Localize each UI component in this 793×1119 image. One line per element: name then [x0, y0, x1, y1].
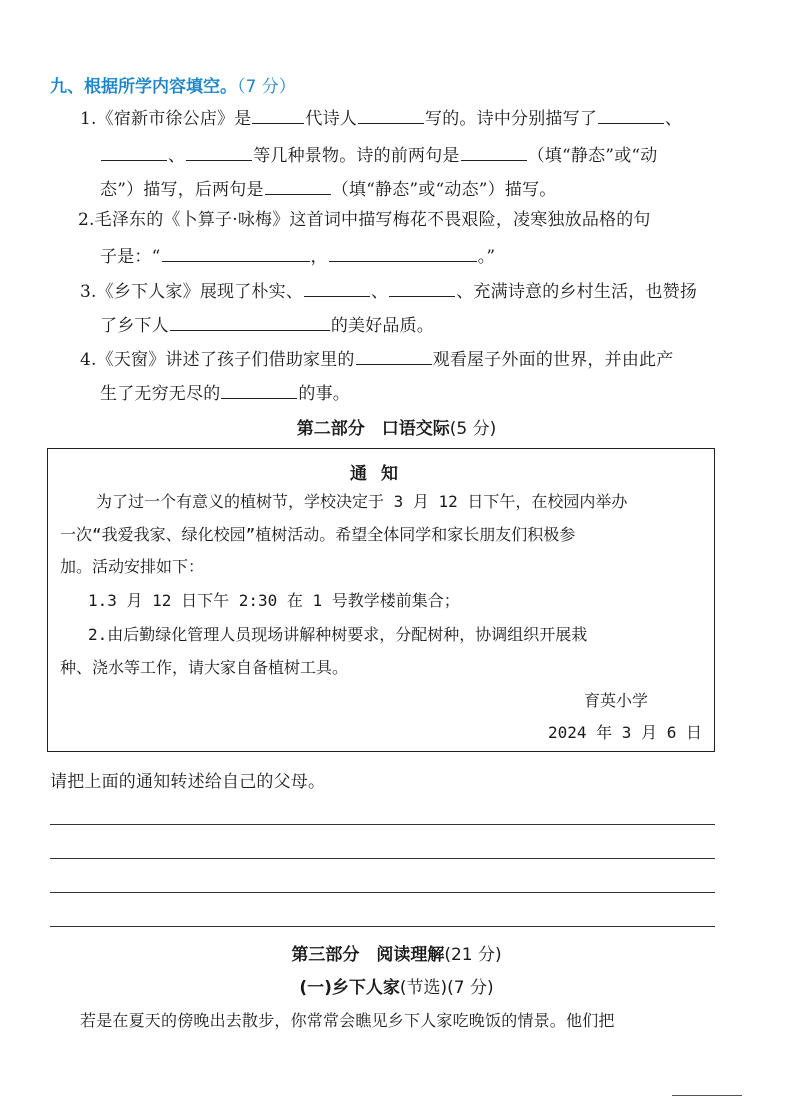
q4-line-1 — [80, 347, 673, 371]
q3-text: 3.《乡下人家》展现了朴实、 — [80, 282, 304, 302]
q2-blank-verse-2[interactable] — [329, 244, 477, 262]
q1-blank-second-half[interactable] — [265, 177, 331, 195]
q3-line-2 — [100, 313, 434, 337]
notice-signer: 育英小学 — [584, 691, 649, 710]
q1-text: 写的。诗中分别描写了 — [425, 109, 598, 129]
notice-date: 2024 年 3 月 6 日 — [548, 723, 702, 742]
q3-text: 、 — [371, 282, 389, 302]
q1-line-1 — [80, 106, 682, 130]
q1-line-2 — [100, 143, 657, 167]
q3-text: 、充满诗意的乡村生活，也赞扬 — [456, 282, 698, 302]
notice-title: 通知 — [350, 464, 412, 484]
q2-line-1: 2.毛泽东的《卜算子·咏梅》这首词中描写梅花不畏艰险，凌寒独放品格的句 — [78, 210, 651, 230]
section-9-title: 根据所学内容填空。 — [84, 77, 237, 97]
q1-text: 1.《宿新市徐公店》是 — [80, 109, 252, 129]
q4-blank-1[interactable] — [356, 347, 432, 365]
part-2-score: (5 分) — [449, 419, 497, 439]
part-3-title: 第三部分 阅读理解 — [291, 945, 445, 965]
reading-1-heading — [0, 973, 793, 998]
q1-blank-scene-2[interactable] — [101, 143, 167, 161]
q3-blank-1[interactable] — [304, 279, 370, 297]
q1-text: 、 — [168, 146, 186, 166]
section-9-heading — [50, 72, 296, 97]
q1-text: 态”）描写，后两句是 — [100, 180, 264, 200]
q4-blank-2[interactable] — [221, 381, 297, 399]
notice-item-2-cont: 种、浇水等工作，请大家自备植树工具。 — [60, 658, 349, 677]
part-3-heading — [0, 940, 793, 965]
part-3-score: (21 分) — [444, 945, 502, 965]
q1-blank-dynasty[interactable] — [252, 106, 304, 124]
passage-line-1: 若是在夏天的傍晚出去散步，你常常会瞧见乡下人家吃晚饭的情景。他们把 — [80, 1011, 615, 1030]
q3-blank-quality[interactable] — [170, 313, 330, 331]
q4-text: 的事。 — [298, 384, 351, 404]
notice-item-1: 1.3 月 12 日下午 2:30 在 1 号教学楼前集合； — [88, 591, 460, 610]
q2-text: ， — [310, 247, 328, 267]
q3-text: 了乡下人 — [100, 316, 169, 336]
part-2-heading — [0, 414, 793, 439]
notice-paragraph-3: 加。活动安排如下： — [60, 557, 205, 576]
q1-blank-first-half[interactable] — [461, 143, 527, 161]
q1-text: （填“静态”或“动 — [527, 146, 658, 166]
q1-blank-scene-1[interactable] — [598, 106, 664, 124]
notice-paragraph-2: 一次“我爱我家、绿化校园”植树活动。希望全体同学和家长朋友们积极参 — [60, 525, 576, 544]
q4-text: 生了无穷无尽的 — [100, 384, 221, 404]
answer-line-1[interactable] — [50, 824, 715, 825]
q3-blank-2[interactable] — [389, 279, 455, 297]
task-prompt: 请把上面的通知转述给自己的父母。 — [50, 772, 326, 792]
notice-item-2: 2.由后勤绿化管理人员现场讲解种树要求，分配树种，协调组织开展栽 — [88, 625, 588, 644]
q1-text: 、 — [665, 109, 683, 129]
q1-blank-poet[interactable] — [358, 106, 424, 124]
part-2-title: 第二部分 口语交际 — [296, 419, 450, 439]
q1-text: 代诗人 — [305, 109, 358, 129]
q1-text: 等几种景物。诗的前两句是 — [253, 146, 460, 166]
q4-line-2 — [100, 381, 350, 405]
notice-paragraph-1: 为了过一个有意义的植树节，学校决定于 3 月 12 日下午，在校园内举办 — [96, 492, 628, 511]
notice-box — [47, 448, 715, 752]
reading-1-title: (一)乡下人家 — [299, 978, 400, 998]
q2-line-2 — [100, 244, 495, 268]
answer-line-2[interactable] — [50, 858, 715, 859]
answer-line-3[interactable] — [50, 892, 715, 893]
q2-text: 。” — [477, 247, 496, 267]
q3-text: 的美好品质。 — [330, 316, 435, 336]
q4-text: 4.《天窗》讲述了孩子们借助家里的 — [80, 350, 355, 370]
q3-line-1 — [80, 279, 697, 303]
divider — [672, 1095, 742, 1096]
section-9-number: 九、 — [50, 77, 84, 97]
q2-text: 子是：“ — [100, 247, 161, 267]
q1-text: （填“静态”或“动态”）描写。 — [331, 180, 557, 200]
q2-blank-verse-1[interactable] — [162, 244, 310, 262]
q1-line-3 — [100, 177, 556, 201]
section-9-score: （7 分） — [237, 77, 296, 97]
q4-text: 观看屋子外面的世界，并由此产 — [432, 350, 674, 370]
answer-line-4[interactable] — [50, 926, 715, 927]
reading-1-subtitle: (节选)(7 分) — [399, 978, 494, 998]
q1-blank-scene-3[interactable] — [186, 143, 252, 161]
